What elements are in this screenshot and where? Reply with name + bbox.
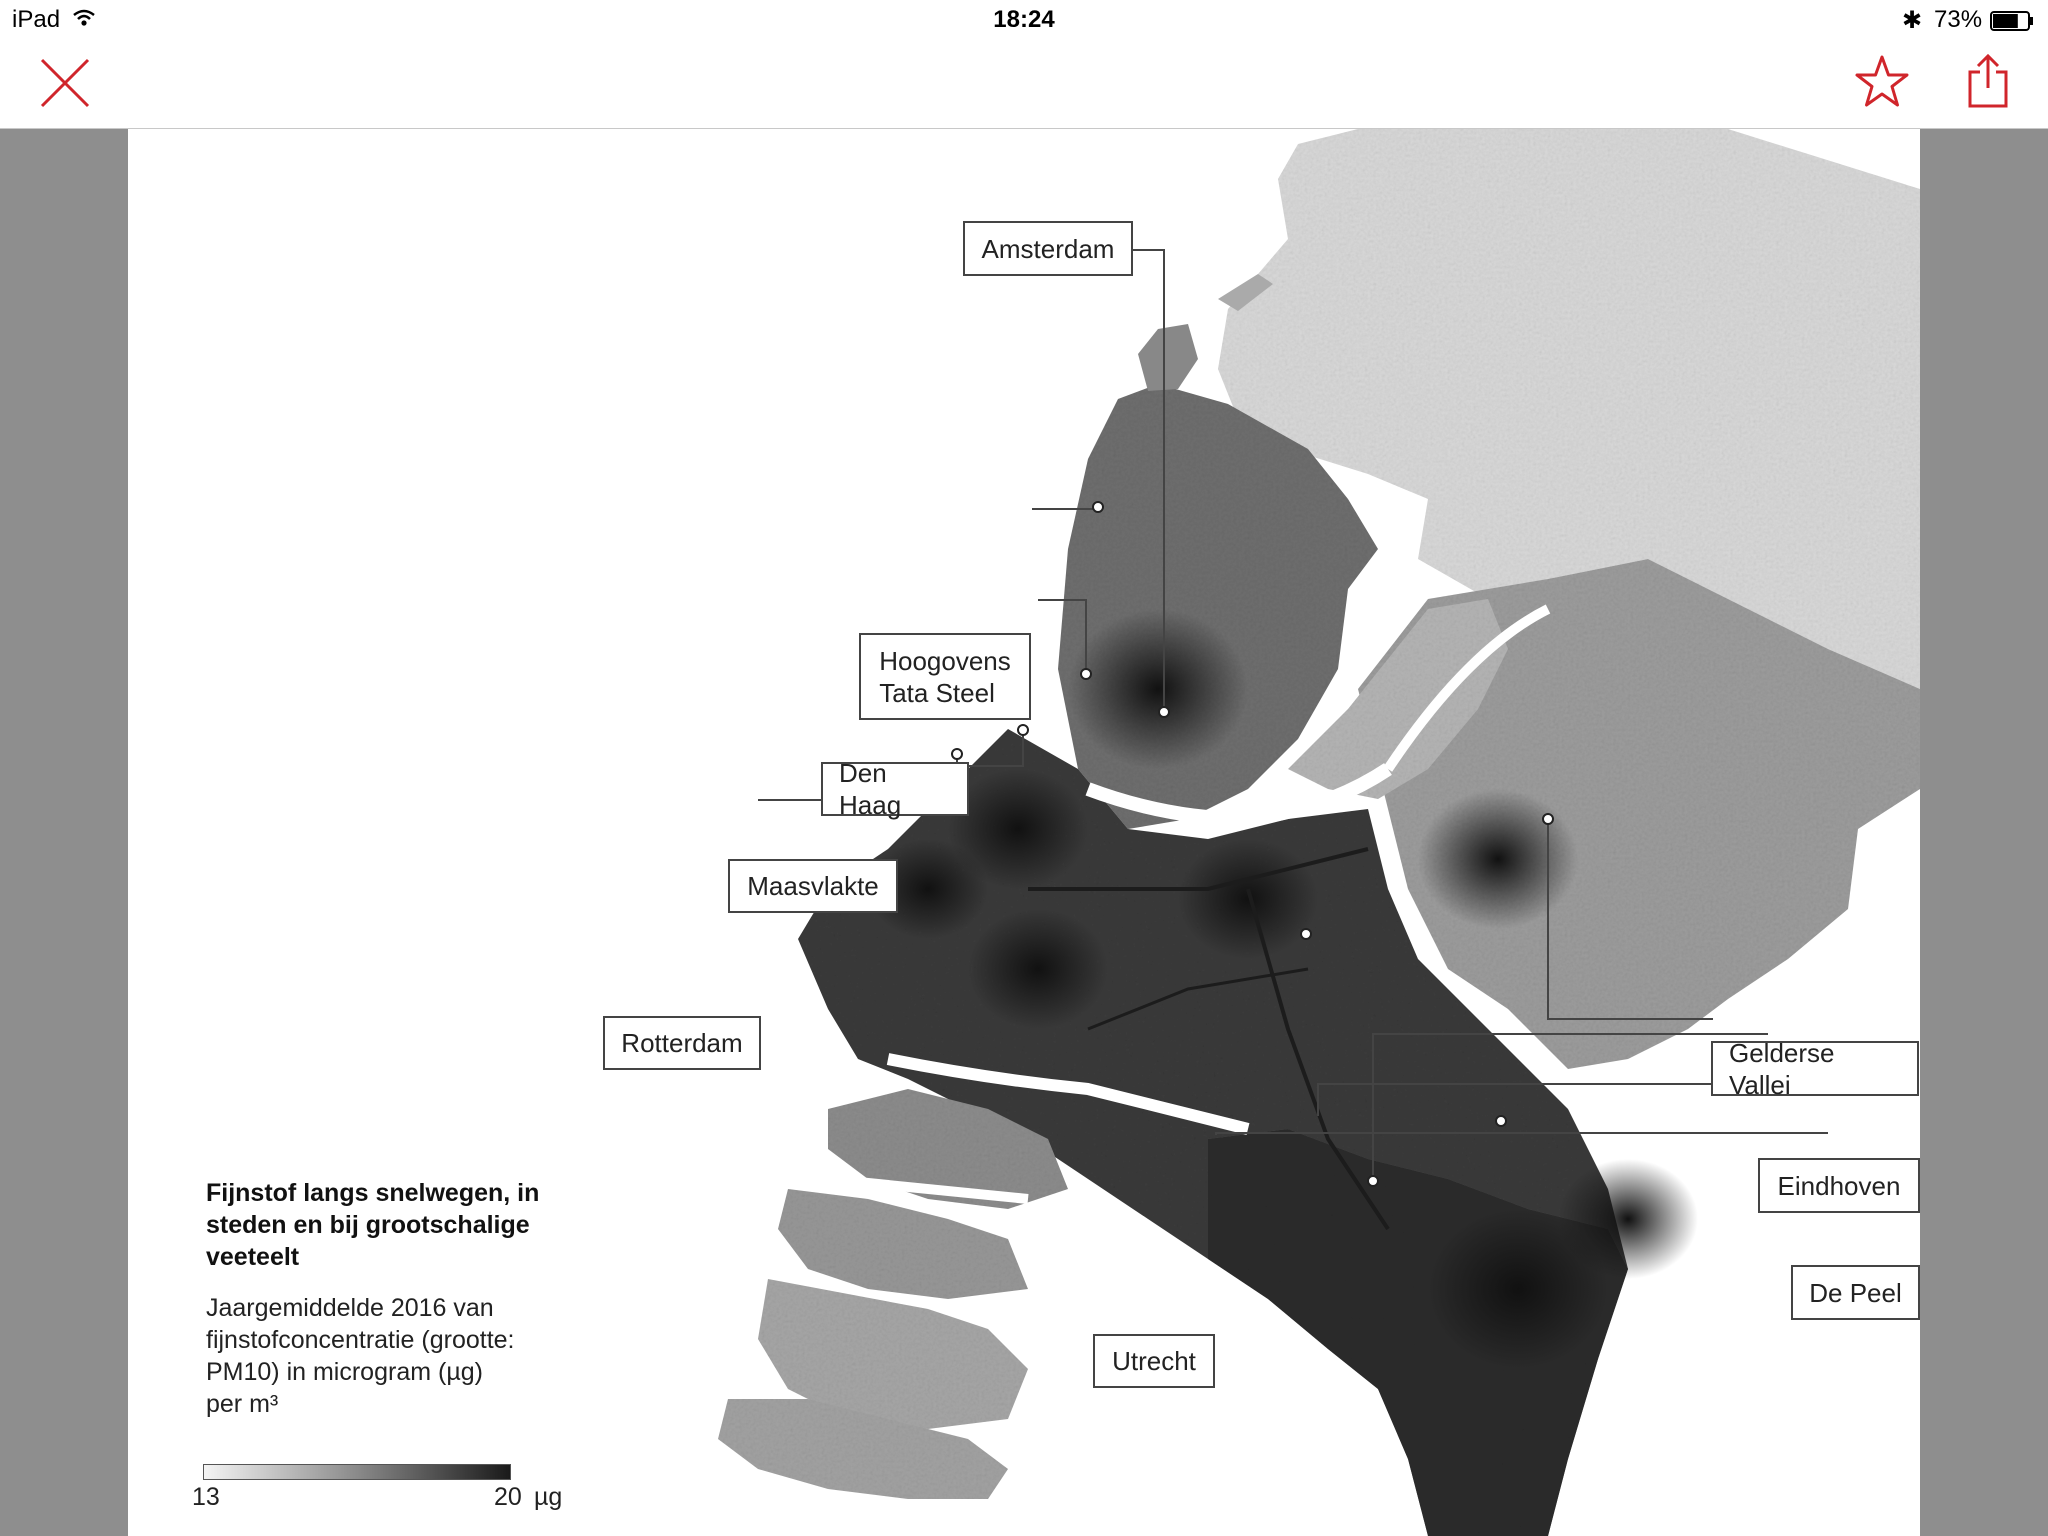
label-amsterdam: Amsterdam xyxy=(963,221,1133,276)
status-bar xyxy=(0,0,2048,40)
concentration-scale-bar xyxy=(203,1464,511,1480)
device-name: iPad xyxy=(12,6,61,33)
reader-toolbar xyxy=(0,40,2048,129)
scale-min-label: 13 xyxy=(192,1483,220,1511)
label-gelderse-vallei: Gelderse Vallei xyxy=(1711,1041,1919,1096)
label-de-peel: De Peel xyxy=(1791,1265,1920,1320)
label-den-haag: Den Haag xyxy=(821,762,969,816)
map-region-texel xyxy=(1138,324,1198,391)
scale-unit-label: µg xyxy=(534,1483,563,1511)
close-x-icon[interactable] xyxy=(40,58,90,108)
share-icon[interactable] xyxy=(1966,52,2010,110)
scale-max-label: 20 xyxy=(494,1483,522,1511)
label-utrecht: Utrecht xyxy=(1093,1334,1215,1388)
status-time: 18:24 xyxy=(993,6,1055,33)
star-outline-icon[interactable] xyxy=(1854,54,1910,110)
article-page[interactable] xyxy=(128,129,1920,1536)
label-rotterdam: Rotterdam xyxy=(603,1016,761,1070)
battery-icon xyxy=(1990,11,2034,31)
label-hoogovens: Hoogovens Tata Steel xyxy=(859,633,1031,720)
label-eindhoven: Eindhoven xyxy=(1758,1158,1920,1213)
legend-subtitle: Jaargemiddelde 2016 van fijnstofconcentratie (grootte: PM10) in microgram (µg) per m³ xyxy=(206,1294,515,1418)
label-maasvlakte: Maasvlakte xyxy=(728,859,898,913)
legend-title: Fijnstof langs snelwegen, in steden en bij grootschalige veeteelt xyxy=(206,1179,540,1271)
battery-percent: 73% xyxy=(1934,6,1983,33)
bluetooth-icon: ✱ xyxy=(1902,7,1923,34)
